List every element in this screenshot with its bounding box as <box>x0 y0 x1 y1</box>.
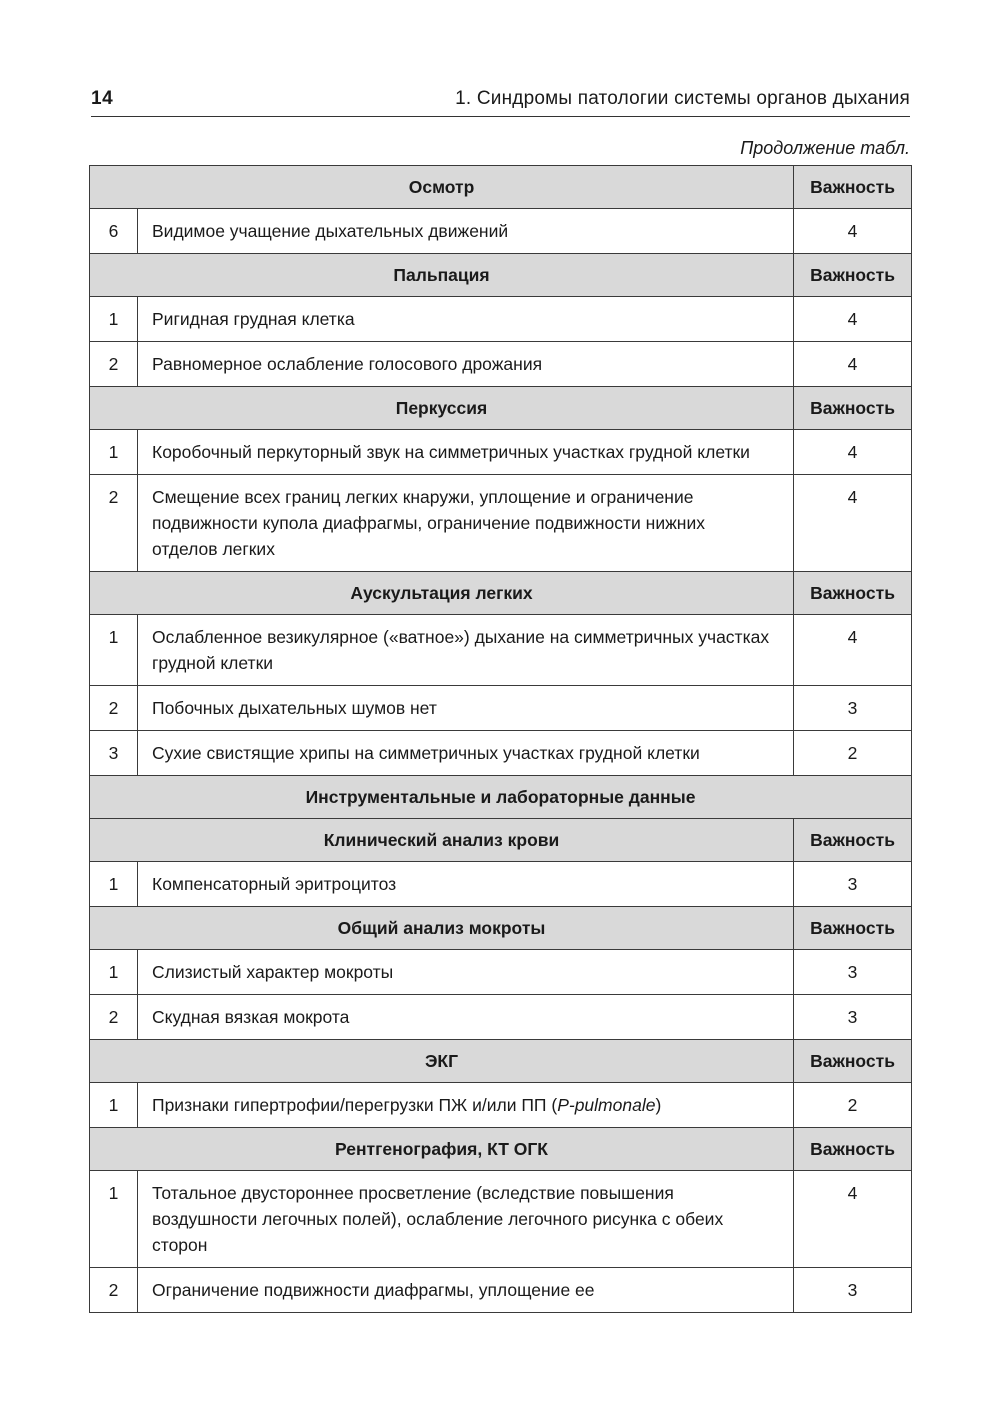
row-description: Скудная вязкая мокрота <box>138 995 794 1040</box>
row-description: Тотальное двустороннее просветление (вследствие повышения воздушности легочных полей), ослабление легочного рисунка с обеих сторон <box>138 1171 794 1268</box>
section-header-percussion <box>90 387 912 430</box>
row-importance: 2 <box>794 1083 912 1128</box>
section-header-auscultation <box>90 572 912 615</box>
row-text-after: ) <box>655 1095 662 1115</box>
row-number: 1 <box>90 1083 138 1128</box>
importance-header: Важность <box>794 254 912 297</box>
row-description: Компенсаторный эритроцитоз <box>138 862 794 907</box>
importance-header: Важность <box>794 1128 912 1171</box>
row-importance: 3 <box>794 862 912 907</box>
row-number: 2 <box>90 342 138 387</box>
row-description: Коробочный перкуторный звук на симметричных участках грудной клетки <box>138 430 794 475</box>
row-text-italic: P-pulmonale <box>557 1095 656 1115</box>
row-description: Ослабленное везикулярное («ватное») дыхание на симметричных участках грудной клетки <box>138 615 794 686</box>
row-description: Сухие свистящие хрипы на симметричных участках грудной клетки <box>138 731 794 776</box>
table-row <box>90 1083 912 1128</box>
importance-header: Важность <box>794 572 912 615</box>
table-row <box>90 950 912 995</box>
section-header-osmotr <box>90 166 912 209</box>
table-row <box>90 995 912 1040</box>
row-description: Ригидная грудная клетка <box>138 297 794 342</box>
table-row <box>90 686 912 731</box>
section-title: Пальпация <box>90 254 794 297</box>
row-number: 3 <box>90 731 138 776</box>
row-importance: 3 <box>794 686 912 731</box>
row-description: Равномерное ослабление голосового дрожания <box>138 342 794 387</box>
row-importance: 4 <box>794 1171 912 1268</box>
row-description: Видимое учащение дыхательных движений <box>138 209 794 254</box>
row-description: Побочных дыхательных шумов нет <box>138 686 794 731</box>
section-header-blood <box>90 819 912 862</box>
row-number: 1 <box>90 950 138 995</box>
row-description: Смещение всех границ легких кнаружи, уплощение и ограничение подвижности купола диафрагмы, ограничение подвижности нижних отделов легких <box>138 475 794 572</box>
running-title: 1. Синдромы патологии системы органов дыхания <box>455 88 910 109</box>
row-description: Слизистый характер мокроты <box>138 950 794 995</box>
section-title: ЭКГ <box>90 1040 794 1083</box>
row-importance: 3 <box>794 1268 912 1313</box>
importance-header: Важность <box>794 1040 912 1083</box>
table-row <box>90 209 912 254</box>
page-number: 14 <box>91 88 114 109</box>
table-row <box>90 862 912 907</box>
section-title: Рентгенография, КТ ОГК <box>90 1128 794 1171</box>
row-number: 1 <box>90 615 138 686</box>
importance-header: Важность <box>794 819 912 862</box>
table-row <box>90 297 912 342</box>
table-row <box>90 430 912 475</box>
importance-header: Важность <box>794 907 912 950</box>
section-header-palpation <box>90 254 912 297</box>
row-text-before: Признаки гипертрофии/перегрузки ПЖ и/или ПП ( <box>152 1095 558 1115</box>
importance-header: Важность <box>794 166 912 209</box>
row-importance: 4 <box>794 430 912 475</box>
table-row <box>90 1171 912 1268</box>
row-importance: 4 <box>794 615 912 686</box>
symptoms-table <box>89 165 912 1313</box>
section-header-xray <box>90 1128 912 1171</box>
continuation-note: Продолжение табл. <box>740 138 910 158</box>
row-number: 1 <box>90 862 138 907</box>
section-title: Клинический анализ крови <box>90 819 794 862</box>
row-description <box>138 1083 794 1128</box>
table-row <box>90 1268 912 1313</box>
section-title: Аускультация легких <box>90 572 794 615</box>
row-number: 1 <box>90 430 138 475</box>
group-title: Инструментальные и лабораторные данные <box>90 776 912 819</box>
row-number: 2 <box>90 1268 138 1313</box>
row-importance: 3 <box>794 995 912 1040</box>
row-importance: 2 <box>794 731 912 776</box>
row-importance: 3 <box>794 950 912 995</box>
table-row <box>90 731 912 776</box>
row-importance: 4 <box>794 297 912 342</box>
row-number: 1 <box>90 1171 138 1268</box>
importance-header: Важность <box>794 387 912 430</box>
row-number: 1 <box>90 297 138 342</box>
row-number: 2 <box>90 475 138 572</box>
section-title: Общий анализ мокроты <box>90 907 794 950</box>
page-header <box>91 86 910 117</box>
row-number: 6 <box>90 209 138 254</box>
row-number: 2 <box>90 995 138 1040</box>
section-title: Перкуссия <box>90 387 794 430</box>
row-description: Ограничение подвижности диафрагмы, уплощение ее <box>138 1268 794 1313</box>
row-number: 2 <box>90 686 138 731</box>
row-importance: 4 <box>794 342 912 387</box>
table-row <box>90 615 912 686</box>
group-header <box>90 776 912 819</box>
table-row <box>90 475 912 572</box>
section-header-sputum <box>90 907 912 950</box>
row-importance: 4 <box>794 209 912 254</box>
section-header-ecg <box>90 1040 912 1083</box>
table-row <box>90 342 912 387</box>
section-title: Осмотр <box>90 166 794 209</box>
row-importance: 4 <box>794 475 912 572</box>
